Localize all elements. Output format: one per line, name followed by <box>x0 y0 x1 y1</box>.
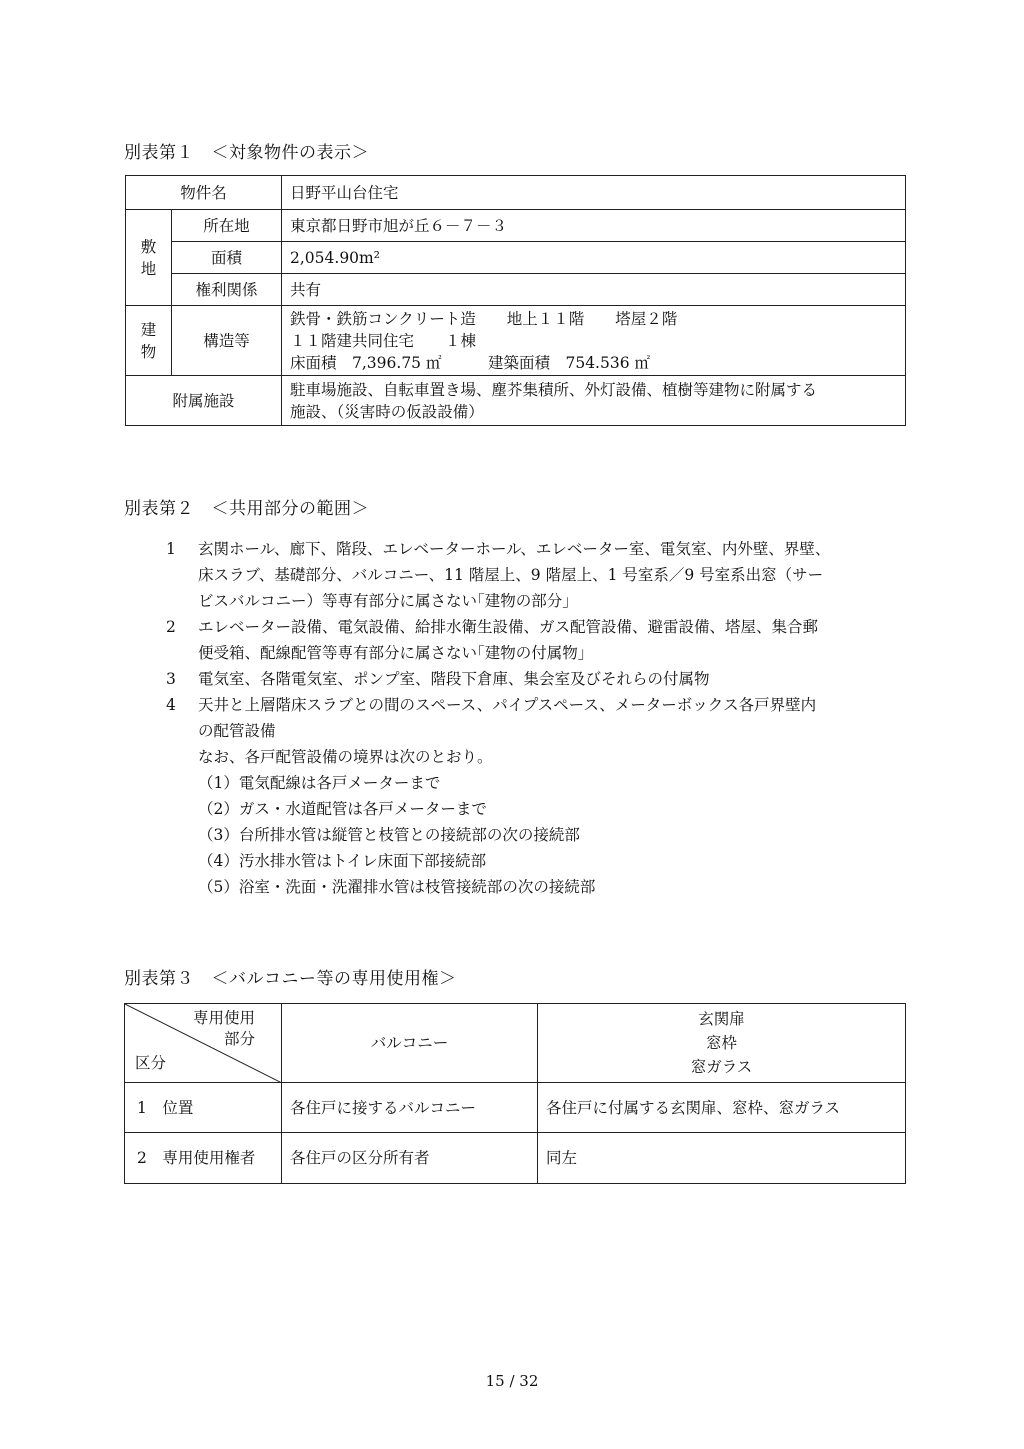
row-label: 1 位置 <box>125 1083 282 1133</box>
boundary-subitem: （4）汚水排水管はトイレ床面下部接続部 <box>198 852 487 870</box>
section1-heading: 別表第１ ＜対象物件の表示＞ <box>124 143 369 163</box>
list-item-line: エレベーター設備、電気設備、給排水衛生設備、ガス配管設備、避雷設備、塔屋、集合郵 <box>198 618 819 636</box>
list-item <box>166 692 926 744</box>
page-number: 15 / 32 <box>485 1372 539 1390</box>
building-label-char-1: 建 <box>140 320 157 339</box>
column-header-balcony: バルコニー <box>282 1004 538 1083</box>
table-row <box>125 1083 906 1133</box>
list-item-line: の配管設備 <box>198 722 276 740</box>
table-header-row <box>125 1004 906 1083</box>
balcony-cell: 各住戸の区分所有者 <box>282 1133 538 1184</box>
property-table <box>125 175 906 426</box>
column-header-entrance-line-2: 窓枠 <box>705 1034 737 1052</box>
entrance-cell: 各住戸に付属する玄関扉、窓枠、窓ガラス <box>538 1083 906 1133</box>
structure-line-3: 床面積 7,396.75 ㎡ 建築面積 754.536 ㎡ <box>290 353 650 372</box>
column-header-entrance <box>538 1004 906 1083</box>
list-item-number: 4 <box>166 696 176 714</box>
table-row-rights <box>126 274 906 306</box>
rights-value: 共有 <box>282 274 906 306</box>
list-item-line: ビスバルコニー）等専有部分に属さない｢建物の部分｣ <box>198 592 571 610</box>
facilities-line-1: 駐車場施設、自転車置き場、塵芥集積所、外灯設備、植樹等建物に附属する <box>290 380 818 399</box>
list-item-line: 便受箱、配線配管等専有部分に属さない｢建物の付属物｣ <box>198 644 586 662</box>
location-value: 東京都日野市旭が丘６－７－３ <box>282 210 906 242</box>
corner-header-top-line-2: 部分 <box>223 1030 255 1048</box>
exclusive-use-table <box>124 1003 906 1184</box>
table-row <box>125 1133 906 1184</box>
property-name-label: 物件名 <box>126 176 282 210</box>
facilities-line-2: 施設、（災害時の仮設設備） <box>290 402 484 421</box>
corner-header-bottom: 区分 <box>135 1054 167 1072</box>
boundary-note: なお、各戸配管設備の境界は次のとおり。 <box>198 748 493 766</box>
property-name-value: 日野平山台住宅 <box>282 176 906 210</box>
corner-header-cell <box>125 1004 282 1083</box>
boundary-subitem: （3）台所排水管は縦管と枝管との接続部の次の接続部 <box>198 826 580 844</box>
boundary-subitem: （5）浴室・洗面・洗濯排水管は枝管接続部の次の接続部 <box>198 878 596 896</box>
facilities-value <box>282 376 906 426</box>
entrance-cell: 同左 <box>538 1133 906 1184</box>
structure-label: 構造等 <box>172 306 282 376</box>
table-row-structure <box>126 306 906 376</box>
area-value: 2,054.90m² <box>282 242 906 274</box>
area-label: 面積 <box>172 242 282 274</box>
section3-heading: 別表第３ ＜バルコニー等の専用使用権＞ <box>124 969 457 989</box>
column-header-entrance-line-3: 窓ガラス <box>690 1058 753 1076</box>
balcony-cell: 各住戸に接するバルコニー <box>282 1083 538 1133</box>
building-label-char-2: 物 <box>140 342 157 361</box>
structure-line-1: 鉄骨・鉄筋コンクリート造 地上１１階 塔屋２階 <box>290 309 678 328</box>
site-label-char-1: 敷 <box>140 237 157 256</box>
rights-label: 権利関係 <box>172 274 282 306</box>
boundary-subitem: （1）電気配線は各戸メーターまで <box>198 774 441 792</box>
site-group-label <box>126 210 172 306</box>
list-item-line: 天井と上層階床スラブとの間のスペース、パイプスペース、メーターボックス各戸界壁内 <box>198 696 817 714</box>
column-header-entrance-line-1: 玄関扉 <box>698 1010 745 1028</box>
structure-line-2: １１階建共同住宅 １棟 <box>290 331 477 350</box>
common-area-list <box>166 536 926 900</box>
building-group-label <box>126 306 172 376</box>
list-item <box>166 536 926 614</box>
corner-header-top-line-1: 専用使用 <box>192 1009 255 1027</box>
list-item <box>166 666 926 692</box>
location-label: 所在地 <box>172 210 282 242</box>
list-item-number: 2 <box>166 618 176 636</box>
table-row-area <box>126 242 906 274</box>
table-row-facilities <box>126 376 906 426</box>
facilities-label: 附属施設 <box>126 376 282 426</box>
row-label: 2 専用使用権者 <box>125 1133 282 1184</box>
list-item-line: 電気室、各階電気室、ポンプ室、階段下倉庫、集会室及びそれらの付属物 <box>198 670 710 688</box>
list-item-line: 玄関ホール、廊下、階段、エレベーターホール、エレベーター室、電気室、内外壁、界壁、 <box>198 540 831 558</box>
corner-header-top <box>193 1008 255 1050</box>
table-row-property-name <box>126 176 906 210</box>
boundary-subitem: （2）ガス・水道配管は各戸メーターまで <box>198 800 487 818</box>
list-item-line: 床スラブ、基礎部分、バルコニー、11 階屋上、9 階屋上、1 号室系／9 号室系出窓（サー <box>198 566 824 584</box>
section2-heading: 別表第２ ＜共用部分の範囲＞ <box>124 499 369 519</box>
list-item-number: 1 <box>166 540 176 558</box>
list-item <box>166 614 926 666</box>
structure-value <box>282 306 906 376</box>
table-row-location <box>126 210 906 242</box>
site-label-char-2: 地 <box>140 259 157 278</box>
list-item-number: 3 <box>166 670 176 688</box>
